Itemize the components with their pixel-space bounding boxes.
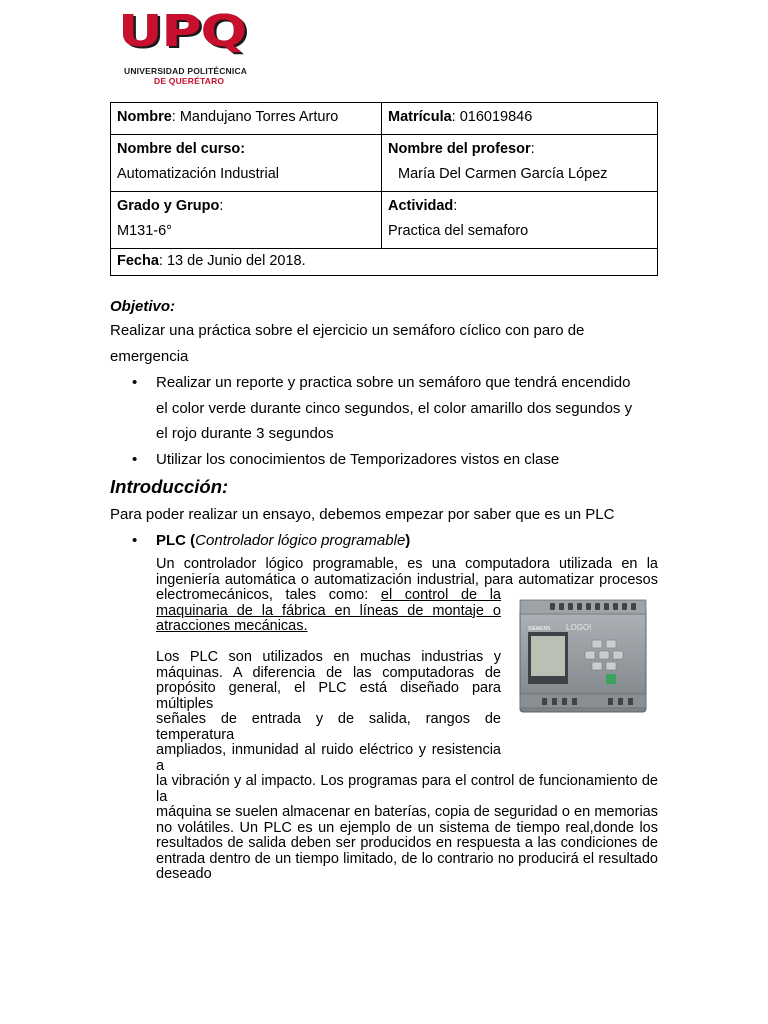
paragraph-line: máquinas. A diferencia de las computadoras de [156,664,501,681]
profesor-colon: : [530,141,535,157]
paragraph-line: Un controlador lógico programable, es una computadora utilizada en la [156,556,658,572]
nombre-cell [111,103,382,135]
paragraph-line: ingeniería automática o automatización industrial, para automatizar procesos [156,571,658,588]
student-info-table [110,102,658,276]
university-logo [118,6,258,86]
actividad-label: Actividad [388,198,454,214]
nombre-label: Nombre [117,109,172,125]
curso-value: Automatización Industrial [117,166,279,182]
list-item [156,447,658,473]
logo-university-name: UNIVERSIDAD POLITÉCNICA [124,66,248,76]
plc-device-image [512,594,652,720]
grado-label: Grado y Grupo [117,198,220,214]
document-body [110,296,658,554]
plc-list [110,528,658,554]
paragraph-line: la vibración y al impacto. Los programas para el control de funcionamiento de la [156,773,658,805]
curso-cell [111,135,382,192]
profesor-cell [382,135,658,192]
plc-brand-label: SIEMENS [528,626,551,632]
fecha-cell [111,249,658,276]
grado-cell [111,192,382,249]
objetivo-list [110,370,658,472]
paragraph-line: no volátiles. Un PLC es un ejemplo de un sistema de tiempo real,donde los [156,819,658,836]
profesor-value: María Del Carmen García López [398,166,608,182]
paragraph-line: maquinaria de la fábrica en líneas de montaje o [156,602,501,619]
paragraph-line: señales de entrada y de salida, rangos de temperatura [156,711,501,743]
matricula-value: : 016019846 [451,109,533,125]
objetivo-line: Realizar una práctica sobre el ejercicio un semáforo cíclico con paro de [110,322,585,339]
objetivo-heading: Objetivo: [110,298,176,315]
paragraph-line [156,588,501,604]
matricula-label: Matrícula [388,109,452,125]
list-item [156,370,658,447]
paragraph-line: Los PLC son utilizados en muchas industrias y [156,649,501,665]
actividad-value: Practica del semaforo [388,223,529,239]
nombre-value: : Mandujano Torres Arturo [171,109,339,125]
list-item-line: • Realizar un reporte y practica sobre un semáforo que tendrá encendido [156,374,631,391]
table-row [111,103,658,135]
table-row [111,135,658,192]
introduccion-heading: Introducción: [110,476,229,497]
table-row [111,249,658,276]
paragraph-line: resultados de salida deben ser producidos en respuesta a las condiciones de [156,835,658,851]
plc-close: ) [405,532,411,549]
list-item [156,528,658,554]
list-item-line: Utilizar los conocimientos de Temporizadores vistos en clase [156,450,560,468]
paragraph-line: propósito general, el PLC está diseñado para múltiples [156,680,501,712]
list-item-line: el color verde durante cinco segundos, el color amarillo dos segundos y [156,399,633,417]
fecha-value: : 13 de Junio del 2018. [158,253,306,269]
grado-value: M131-6° [117,223,172,239]
plc-term: PLC ( [156,532,196,549]
paragraph-line: máquina se suelen almacenar en baterías, copia de seguridad o en memorias [156,804,658,820]
curso-label: Nombre del curso: [117,141,246,157]
actividad-colon: : [453,198,458,214]
matricula-cell [382,103,658,135]
paragraph-line: deseado [156,866,212,882]
plc-model-label: LOGO! [566,623,592,632]
profesor-label: Nombre del profesor [388,141,531,157]
list-item-line: el rojo durante 3 segundos [156,425,334,442]
objetivo-line: emergencia [110,348,189,365]
logo-university-location: DE QUERÉTARO [154,76,225,86]
fecha-label: Fecha [117,253,159,269]
paragraph-line: entrada dentro de un tiempo limitado, de lo contrario no producirá el resultado [156,850,658,867]
paragraph-line: atracciones mecánicas. [156,618,308,634]
paragraph-text: electromecánicos, tales como: [156,587,381,603]
grado-colon: : [219,198,224,214]
paragraph-link-text: el control de la [380,587,501,603]
actividad-cell [382,192,658,249]
paragraph-line: ampliados, inmunidad al ruido eléctrico y resistencia a [156,742,501,774]
plc-definition: Controlador lógico programable [195,532,406,549]
table-row [111,192,658,249]
logo-mark: UPQ [118,6,246,57]
introduccion-line: Para poder realizar un ensayo, debemos empezar por saber que es un PLC [110,506,615,523]
